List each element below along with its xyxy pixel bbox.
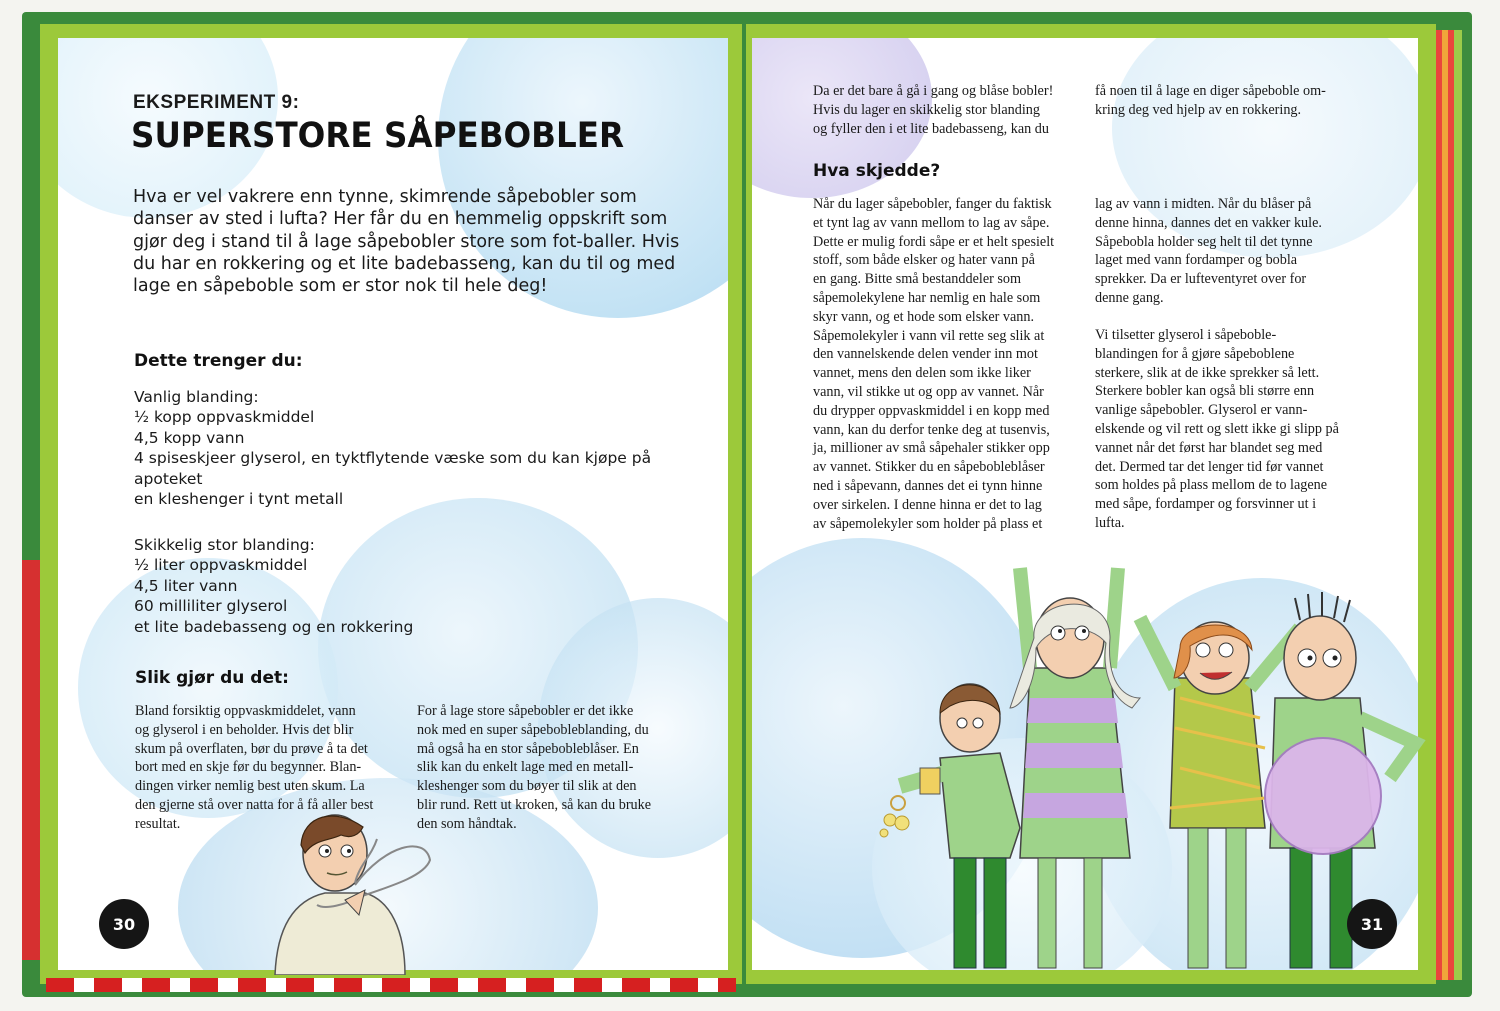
how-column-1: Bland forsiktig oppvaskmiddelet, vann og glyserol i en beholder. Hvis det blir skum på overflaten, bør du prøve å ta det bort med en skje før du begynner. Blan- dingen virker nemlig best uten skum. La den gjerne stå over natta for å få aller best resultat. bbox=[135, 703, 374, 832]
list-item: 60 milliliter glyserol bbox=[134, 597, 288, 616]
how-heading: Slik gjør du det: bbox=[135, 668, 289, 688]
list-item: 4 spiseskjeer glyserol, en tyktflytende væske som du kan kjøpe på bbox=[134, 449, 652, 468]
child-striped-dress bbox=[1010, 568, 1140, 968]
regular-mix-list bbox=[134, 387, 654, 509]
page-edges bbox=[1436, 30, 1472, 980]
explanation-column-2a: lag av vann i midten. Når du blåser på denne hinna, dannes det en vakker kule. Såpebobla holder seg helt til det tynne laget med vann fordamper og bobla sprekker. Da er lufteventyret over for denne gang. bbox=[1095, 196, 1322, 306]
large-mix-list bbox=[134, 535, 654, 637]
intro-column-1: Da er det bare å gå i gang og blåse bobler! Hvis du lager en skikkelig stor blanding og fyller den i et lite badebasseng, kan du bbox=[813, 83, 1054, 137]
list-item: en kleshenger i tynt metall bbox=[134, 490, 344, 509]
page-number-left: 30 bbox=[99, 899, 149, 949]
how-column-2: For å lage store såpebobler er det ikke nok med en super såpebobleblanding, du må også ha en stor såpebobleblåser. En slik kan du enkelt lage med en metall- kleshenger som du bøyer til slik at den blir rund. Rett ut kroken, så kan du bruke den som håndtak. bbox=[417, 703, 652, 832]
page-title: SUPERSTORE SÅPEBOBLER bbox=[131, 116, 625, 156]
list-item: 4,5 kopp vann bbox=[134, 428, 245, 447]
child-blowing-bubbles bbox=[880, 684, 1020, 968]
list-heading: Skikkelig stor blanding: bbox=[134, 536, 315, 554]
explanation-column-2b: Vi tilsetter glyserol i såpeboble- blandingen for å gjøre såpeboblene sterkere, slik at de ikke sprekker så lett. Sterkere bobler kan også bli større enn vanlige såpebobler. Glyserol er vann- elskende og vil rett og slett ikke gi slipp på vannet når det først har blandet seg med det. Dermed tar det lenger tid før vannet som holdes på plass mellom de to lagene med såpe, fordamper og forsvinner ut i lufta. bbox=[1095, 327, 1339, 531]
list-item: ½ liter oppvaskmiddel bbox=[134, 556, 308, 575]
page-number-right: 31 bbox=[1347, 899, 1397, 949]
explanation-column-1: Når du lager såpebobler, fanger du faktisk et tynt lag av vann mellom to lag av såpe. Dette er mulig fordi såpe er et helt spesielt stoff, som både elsker og hater vann på en gang. Bitte små bestanddeler som såpemolekylene har nemlig en hale som skyr vann, og et hode som elsker vann. Såpemolekyler i vann vil rette seg slik at den vannelskende delen vender inn mot vannet, mens den delen som ikke liker vann, vil stikke ut og opp av vannet. Når du drypper oppvaskmiddel i en kopp med vann, kan du derfor tenke deg at tusenvis, ja, millioner av små såpehaler stikker opp av vannet. Stikker du en såpebobleblåser ned i såpevann, dannes det ei tynn hinne over sirkelen. I denne hinna er det to lag av såpemolekyler som holder på plass et bbox=[813, 196, 1055, 532]
list-item: et lite badebasseng og en rokkering bbox=[134, 617, 414, 636]
list-item: 4,5 liter vann bbox=[134, 576, 238, 595]
intro-column-2: få noen til å lage en diger såpeboble om- kring deg ved hjelp av en rokkering. bbox=[1095, 83, 1326, 118]
cover-red-stripes bbox=[46, 978, 736, 992]
list-item: ½ kopp oppvaskmiddel bbox=[134, 408, 315, 427]
children-illustration bbox=[870, 528, 1430, 976]
what-heading: Hva skjedde? bbox=[813, 161, 941, 181]
list-item: apoteket bbox=[134, 469, 203, 488]
experiment-label: EKSPERIMENT 9: bbox=[133, 92, 300, 113]
list-heading: Vanlig blanding: bbox=[134, 388, 259, 406]
intro-paragraph: Hva er vel vakrere enn tynne, skimrende såpebobler som danser av sted i lufta? Her får du en hemmelig oppskrift som gjør deg i stand til å lage såpebobler store som fot-baller. Hvis du har en rokkering og et lite badebasseng, kan du til og med lage en såpeboble som er stor nok til hele deg! bbox=[133, 187, 680, 297]
needs-heading: Dette trenger du: bbox=[134, 351, 303, 371]
child-with-hanger-illustration bbox=[255, 805, 445, 975]
